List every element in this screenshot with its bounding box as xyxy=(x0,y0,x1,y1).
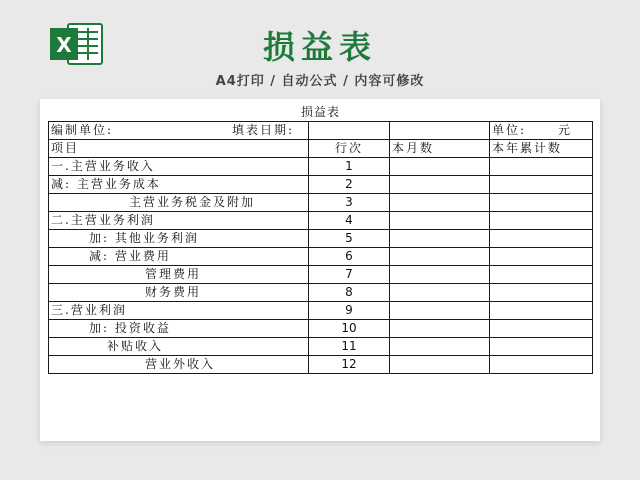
table-row xyxy=(49,266,593,284)
row-label: 补贴收入 xyxy=(49,338,309,356)
this-month-cell[interactable] xyxy=(390,356,490,374)
row-line-no: 4 xyxy=(309,212,390,230)
table-row xyxy=(49,248,593,266)
row-label: 减: 主营业务成本 xyxy=(49,176,309,194)
this-month-cell[interactable] xyxy=(390,194,490,212)
this-month-cell[interactable] xyxy=(390,302,490,320)
this-month-cell[interactable] xyxy=(390,230,490,248)
blank-cell[interactable] xyxy=(390,122,490,140)
row-line-no: 3 xyxy=(309,194,390,212)
year-total-cell[interactable] xyxy=(490,338,593,356)
row-label: 营业外收入 xyxy=(49,356,309,374)
table-row xyxy=(49,320,593,338)
unit-cell xyxy=(490,122,593,140)
row-line-no: 9 xyxy=(309,302,390,320)
row-line-no: 8 xyxy=(309,284,390,302)
row-label: 加: 其他业务利润 xyxy=(49,230,309,248)
header-row xyxy=(49,140,593,158)
row-label: 加: 投资收益 xyxy=(49,320,309,338)
row-line-no: 11 xyxy=(309,338,390,356)
this-month-cell[interactable] xyxy=(390,320,490,338)
info-row xyxy=(49,122,593,140)
header-item: 项目 xyxy=(49,140,309,158)
row-label: 一.主营业务收入 xyxy=(49,158,309,176)
year-total-cell[interactable] xyxy=(490,158,593,176)
row-label: 管理费用 xyxy=(49,266,309,284)
year-total-cell[interactable] xyxy=(490,284,593,302)
banner-title: 损益表 xyxy=(262,28,377,66)
header-year-total: 本年累计数 xyxy=(490,140,593,158)
row-line-no: 5 xyxy=(309,230,390,248)
spreadsheet-sheet xyxy=(40,99,600,441)
row-line-no: 12 xyxy=(309,356,390,374)
this-month-cell[interactable] xyxy=(390,176,490,194)
unit-value: 元 xyxy=(557,123,570,137)
year-total-cell[interactable] xyxy=(490,230,593,248)
this-month-cell[interactable] xyxy=(390,212,490,230)
unit-label: 单位: xyxy=(492,123,527,137)
row-line-no: 2 xyxy=(309,176,390,194)
row-line-no: 1 xyxy=(309,158,390,176)
row-label: 财务费用 xyxy=(49,284,309,302)
company-label xyxy=(49,122,309,140)
header-this-month: 本月数 xyxy=(390,140,490,158)
year-total-cell[interactable] xyxy=(490,356,593,374)
table-row xyxy=(49,338,593,356)
row-line-no: 10 xyxy=(309,320,390,338)
income-statement-table xyxy=(48,104,593,374)
row-label: 二.主营业务利润 xyxy=(49,212,309,230)
banner-subtitle: A4打印 / 自动公式 / 内容可修改 xyxy=(215,74,425,89)
company-label-text: 编制单位: xyxy=(51,123,114,137)
year-total-cell[interactable] xyxy=(490,194,593,212)
svg-text:X: X xyxy=(56,33,72,57)
row-label: 主营业务税金及附加 xyxy=(49,194,309,212)
table-row xyxy=(49,176,593,194)
this-month-cell[interactable] xyxy=(390,338,490,356)
row-line-no: 6 xyxy=(309,248,390,266)
table-row xyxy=(49,284,593,302)
table-row xyxy=(49,194,593,212)
this-month-cell[interactable] xyxy=(390,284,490,302)
table-row xyxy=(49,302,593,320)
date-label: 填表日期: xyxy=(231,123,294,137)
year-total-cell[interactable] xyxy=(490,302,593,320)
year-total-cell[interactable] xyxy=(490,266,593,284)
table-row xyxy=(49,356,593,374)
this-month-cell[interactable] xyxy=(390,266,490,284)
report-title: 损益表 xyxy=(49,104,593,122)
row-label: 三.营业利润 xyxy=(49,302,309,320)
row-label: 减: 营业费用 xyxy=(49,248,309,266)
year-total-cell[interactable] xyxy=(490,212,593,230)
this-month-cell[interactable] xyxy=(390,158,490,176)
table-row xyxy=(49,230,593,248)
date-value-cell[interactable] xyxy=(309,122,390,140)
year-total-cell[interactable] xyxy=(490,248,593,266)
this-month-cell[interactable] xyxy=(390,248,490,266)
report-title-row xyxy=(49,104,593,122)
year-total-cell[interactable] xyxy=(490,176,593,194)
header-line-no: 行次 xyxy=(309,140,390,158)
table-row xyxy=(49,212,593,230)
year-total-cell[interactable] xyxy=(490,320,593,338)
row-line-no: 7 xyxy=(309,266,390,284)
table-row xyxy=(49,158,593,176)
